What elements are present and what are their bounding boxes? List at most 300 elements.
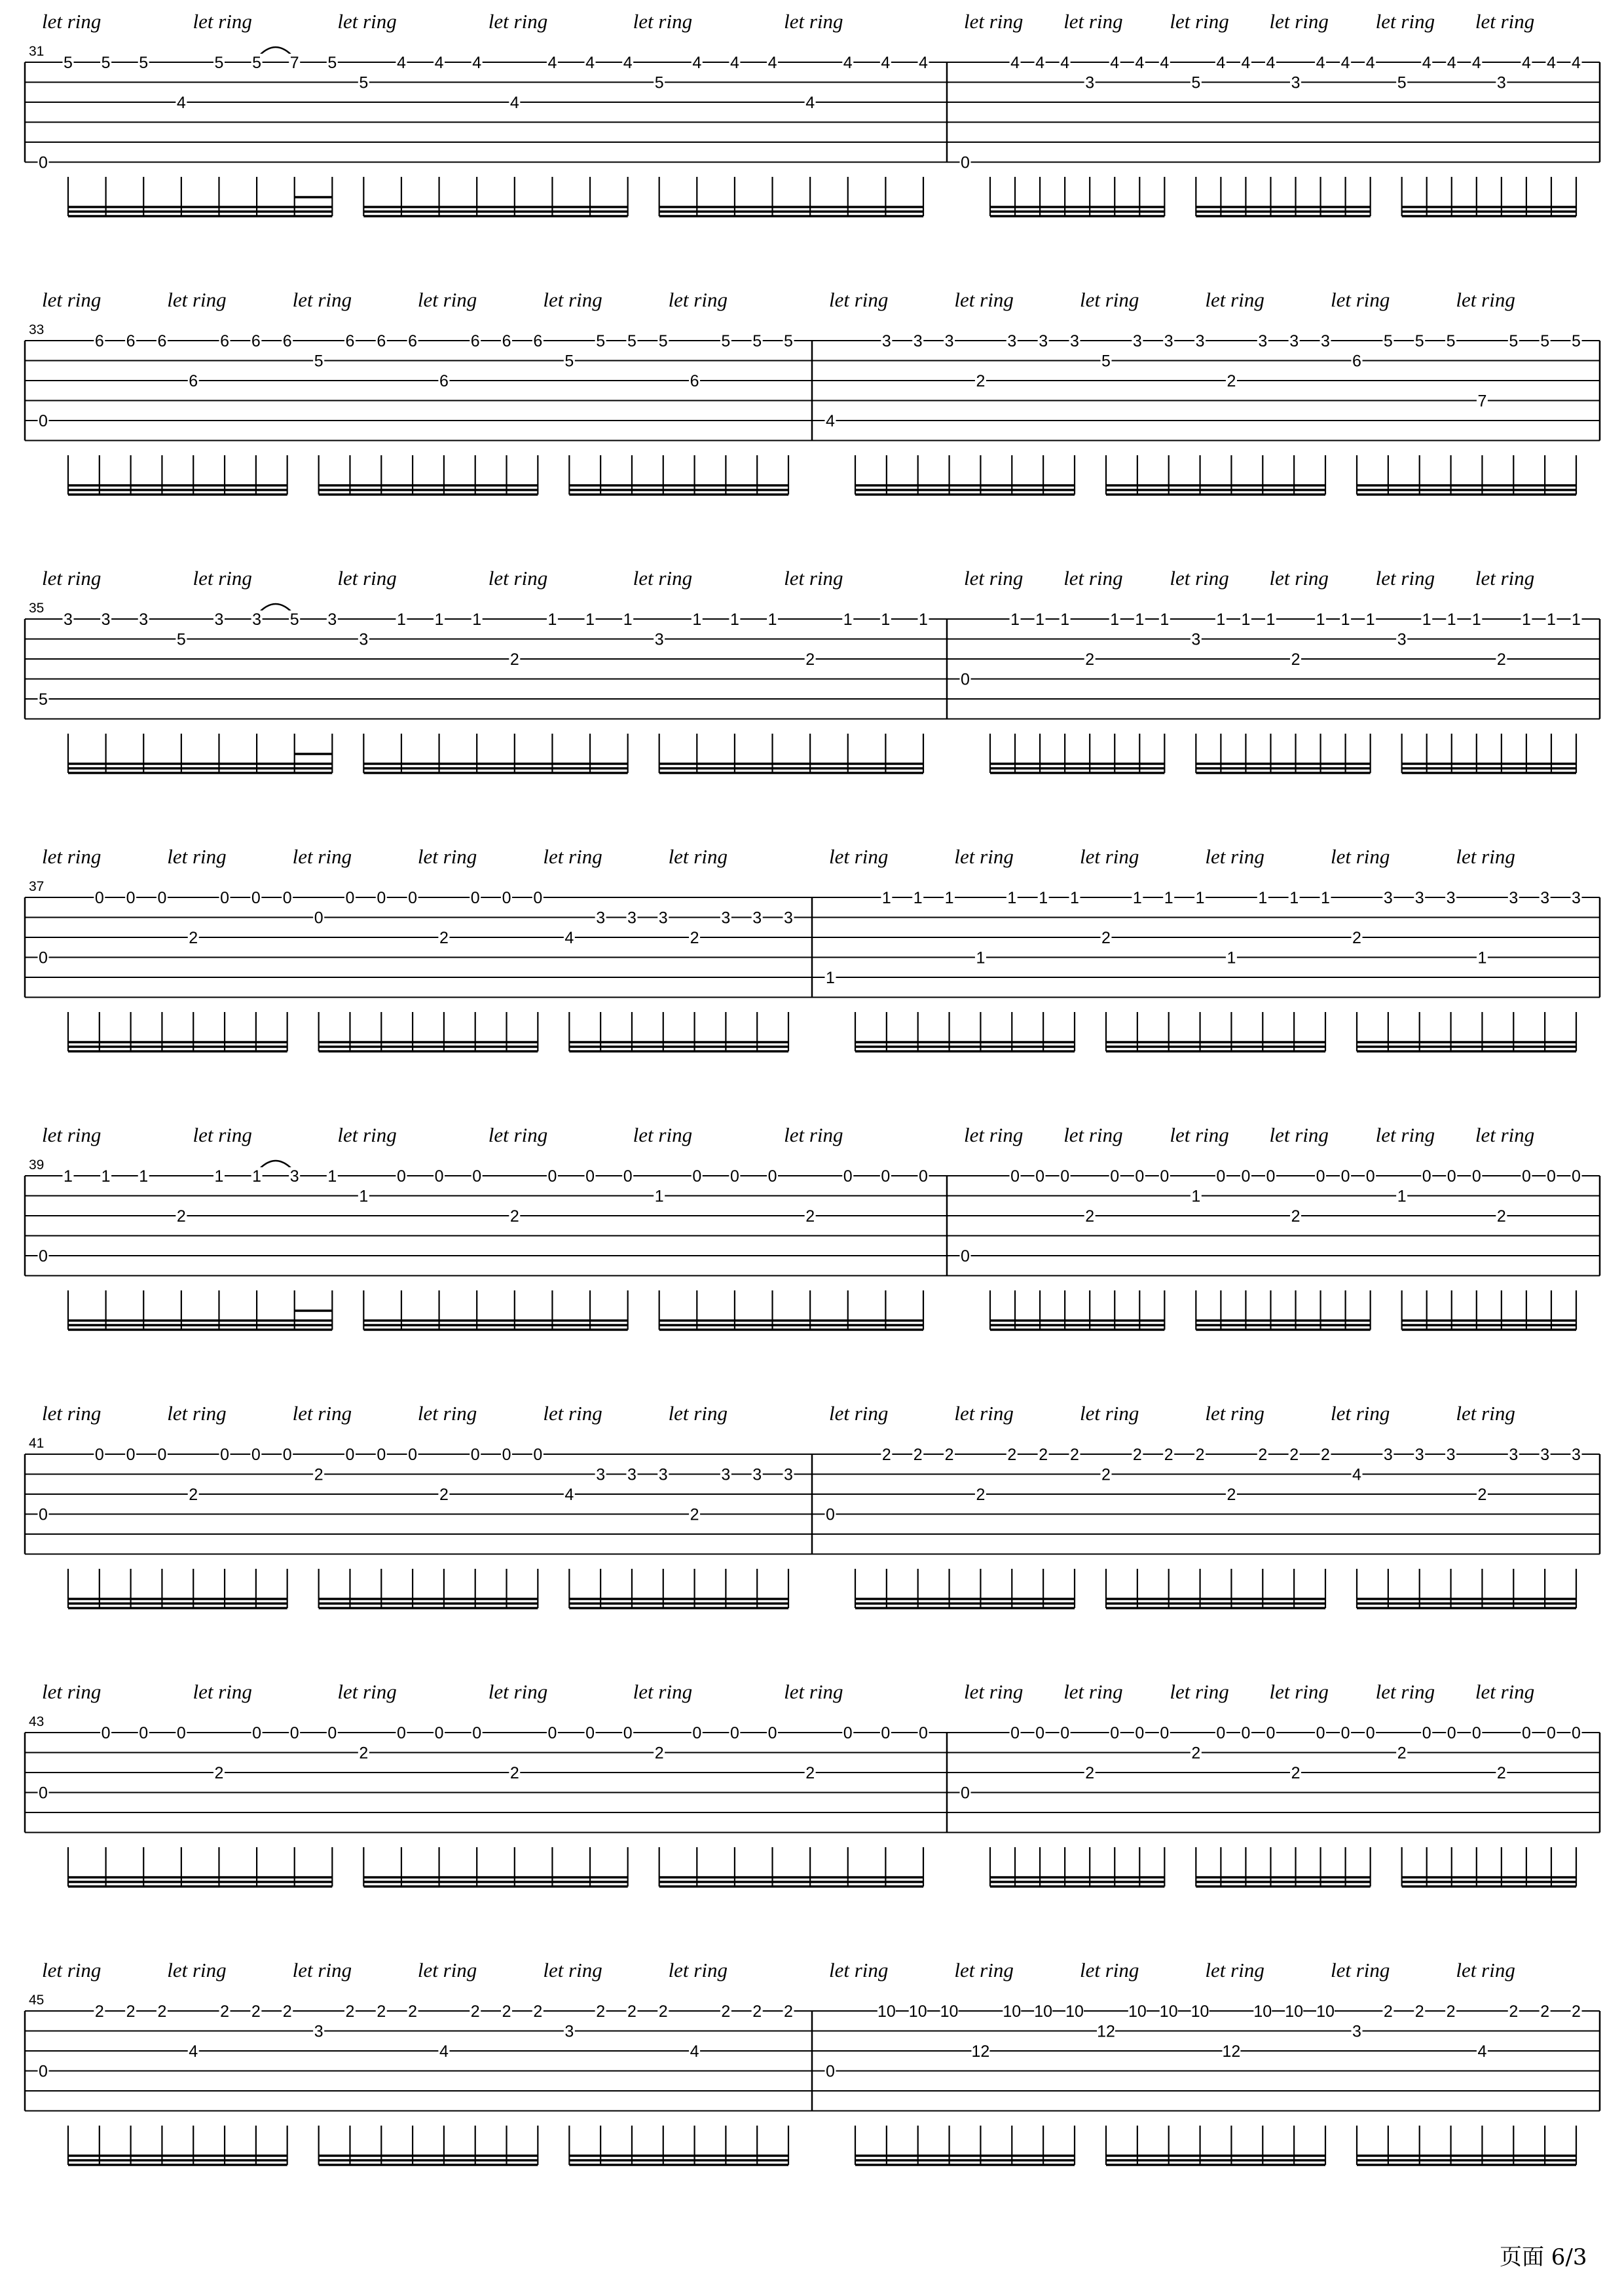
fret-number: 0 <box>39 1784 48 1803</box>
beat-group <box>38 1123 338 1330</box>
let-ring-annotation: let ring <box>292 288 352 311</box>
fret-number: 0 <box>252 1724 262 1742</box>
fret-number: 0 <box>1422 1724 1431 1742</box>
let-ring-annotation: let ring <box>1456 1959 1515 1981</box>
fret-number: 0 <box>1471 1167 1481 1186</box>
fret-number: 0 <box>1010 1167 1020 1186</box>
fret-number: 0 <box>1060 1724 1070 1742</box>
fret-number: 1 <box>359 1187 369 1206</box>
fret-number: 1 <box>913 889 923 907</box>
let-ring-annotation: let ring <box>193 10 252 33</box>
fret-number: 1 <box>1477 948 1487 967</box>
fret-number: 5 <box>627 332 637 350</box>
fret-number: 10 <box>1285 2002 1304 2021</box>
fret-number: 3 <box>658 909 668 928</box>
let-ring-annotation: let ring <box>292 1402 352 1425</box>
fret-number: 2 <box>1477 1486 1487 1504</box>
fret-number: 0 <box>692 1167 702 1186</box>
tab-system <box>25 10 1600 216</box>
fret-number: 2 <box>1291 650 1301 669</box>
let-ring-annotation: let ring <box>668 1959 728 1981</box>
let-ring-annotation: let ring <box>488 1123 548 1146</box>
fret-number: 0 <box>408 1446 418 1464</box>
measure <box>29 1123 929 1330</box>
tab-system <box>25 1680 1600 1886</box>
fret-number: 1 <box>585 610 595 629</box>
fret-number: 4 <box>1521 54 1531 72</box>
fret-number: 10 <box>1003 2002 1022 2021</box>
fret-number: 3 <box>596 909 606 928</box>
let-ring-annotation: let ring <box>784 1680 843 1703</box>
fret-number: 0 <box>157 1446 167 1464</box>
fret-number: 0 <box>434 1167 444 1186</box>
fret-number: 2 <box>881 1446 891 1464</box>
fret-number: 5 <box>101 54 111 72</box>
fret-number: 0 <box>39 1247 48 1266</box>
fret-number: 1 <box>1241 610 1251 629</box>
beat-group <box>960 567 1170 773</box>
let-ring-annotation: let ring <box>954 845 1014 868</box>
let-ring-annotation: let ring <box>337 1123 397 1146</box>
fret-number: 2 <box>1039 1446 1048 1464</box>
let-ring-annotation: let ring <box>167 1402 227 1425</box>
fret-number: 2 <box>690 929 699 947</box>
fret-number: 4 <box>1447 54 1456 72</box>
fret-number: 2 <box>1291 1207 1301 1226</box>
fret-number: 0 <box>533 889 543 907</box>
fret-number: 1 <box>1160 610 1170 629</box>
fret-number: 1 <box>1572 610 1581 629</box>
fret-number: 4 <box>1241 54 1251 72</box>
fret-number: 2 <box>752 2002 762 2021</box>
fret-number: 4 <box>439 2042 449 2061</box>
fret-number: 3 <box>596 1465 606 1484</box>
tab-system <box>25 1123 1600 1330</box>
beat-group <box>337 567 633 773</box>
let-ring-annotation: let ring <box>1269 10 1329 33</box>
beat-group <box>293 1959 544 2165</box>
let-ring-annotation: let ring <box>1063 1680 1123 1703</box>
fret-number: 3 <box>359 630 369 649</box>
let-ring-annotation: let ring <box>337 567 397 590</box>
fret-number: 5 <box>1414 332 1424 350</box>
fret-number: 2 <box>533 2002 543 2021</box>
fret-number: 0 <box>157 889 167 907</box>
let-ring-annotation: let ring <box>1205 845 1264 868</box>
let-ring-annotation: let ring <box>1331 1959 1390 1981</box>
fret-number: 0 <box>396 1167 406 1186</box>
fret-number: 2 <box>1007 1446 1017 1464</box>
fret-number: 1 <box>692 610 702 629</box>
fret-number: 1 <box>1521 610 1531 629</box>
fret-number: 6 <box>1352 352 1361 371</box>
fret-number: 0 <box>220 1446 230 1464</box>
beat-group <box>293 845 544 1051</box>
fret-number: 2 <box>658 2002 668 2021</box>
fret-number: 1 <box>1070 889 1079 907</box>
fret-number: 0 <box>1216 1724 1226 1742</box>
measure <box>29 288 794 495</box>
fret-number: 1 <box>1258 889 1268 907</box>
let-ring-annotation: let ring <box>784 10 843 33</box>
let-ring-annotation: let ring <box>193 567 252 590</box>
fret-number: 3 <box>1291 73 1301 92</box>
beat-group <box>1080 1959 1335 2165</box>
fret-number: 6 <box>533 332 543 350</box>
fret-number: 1 <box>472 610 482 629</box>
fret-number: 2 <box>1227 372 1236 390</box>
fret-number: 3 <box>721 1465 731 1484</box>
fret-number: 4 <box>1160 54 1170 72</box>
tie-arc <box>257 47 295 58</box>
let-ring-annotation: let ring <box>1080 845 1139 868</box>
fret-number: 1 <box>396 610 406 629</box>
fret-number: 0 <box>176 1724 186 1742</box>
fret-number: 2 <box>408 2002 418 2021</box>
let-ring-annotation: let ring <box>1331 1402 1390 1425</box>
fret-number: 2 <box>784 2002 793 2021</box>
let-ring-annotation: let ring <box>337 10 397 33</box>
fret-number: 0 <box>767 1167 777 1186</box>
let-ring-annotation: let ring <box>784 1123 843 1146</box>
fret-number: 0 <box>1060 1167 1070 1186</box>
fret-number: 3 <box>944 332 954 350</box>
fret-number: 2 <box>944 1446 954 1464</box>
fret-number: 5 <box>752 332 762 350</box>
fret-number: 1 <box>1340 610 1350 629</box>
fret-number: 3 <box>752 1465 762 1484</box>
fret-number: 1 <box>1007 889 1017 907</box>
let-ring-annotation: let ring <box>964 1680 1024 1703</box>
fret-number: 4 <box>1266 54 1276 72</box>
let-ring-annotation: let ring <box>954 1959 1014 1981</box>
fret-number: 6 <box>94 332 104 350</box>
fret-number: 4 <box>692 54 702 72</box>
fret-number: 4 <box>690 2042 699 2061</box>
fret-number: 10 <box>1034 2002 1053 2021</box>
fret-number: 2 <box>314 1465 323 1484</box>
fret-number: 0 <box>282 1446 292 1464</box>
let-ring-annotation: let ring <box>543 1402 602 1425</box>
fret-number: 0 <box>1521 1167 1531 1186</box>
fret-number: 2 <box>721 2002 731 2021</box>
fret-number: 2 <box>805 1764 815 1782</box>
fret-number: 0 <box>1266 1724 1276 1742</box>
fret-number: 4 <box>1216 54 1226 72</box>
fret-number: 0 <box>547 1167 557 1186</box>
fret-number: 10 <box>1159 2002 1178 2021</box>
fret-number: 1 <box>1365 610 1375 629</box>
tab-system <box>25 288 1600 495</box>
fret-number: 0 <box>101 1724 111 1742</box>
fret-number: 2 <box>509 650 519 669</box>
let-ring-annotation: let ring <box>42 1402 101 1425</box>
fret-number: 0 <box>139 1724 149 1742</box>
fret-number: 2 <box>596 2002 606 2021</box>
fret-number: 0 <box>472 1724 482 1742</box>
fret-number: 1 <box>1266 610 1276 629</box>
fret-number: 1 <box>1397 1187 1407 1206</box>
fret-number: 3 <box>289 1167 299 1186</box>
fret-number: 0 <box>408 889 418 907</box>
fret-number: 1 <box>1447 610 1456 629</box>
fret-number: 6 <box>126 332 136 350</box>
fret-number: 6 <box>439 372 449 390</box>
fret-number: 1 <box>1289 889 1299 907</box>
fret-number: 0 <box>1340 1724 1350 1742</box>
let-ring-annotation: let ring <box>42 1123 101 1146</box>
fret-number: 3 <box>1085 73 1095 92</box>
fret-number: 0 <box>472 1167 482 1186</box>
fret-number: 6 <box>470 332 480 350</box>
fret-number: 3 <box>1414 889 1424 907</box>
beat-group <box>825 288 1080 495</box>
fret-number: 1 <box>944 889 954 907</box>
let-ring-annotation: let ring <box>1456 288 1515 311</box>
fret-number: 0 <box>1422 1167 1431 1186</box>
beat-group <box>1376 1123 1582 1330</box>
fret-number: 2 <box>1085 650 1095 669</box>
beat-group <box>337 1123 633 1330</box>
fret-number: 10 <box>1065 2002 1084 2021</box>
fret-number: 2 <box>1101 1465 1111 1484</box>
beat-group <box>38 567 338 773</box>
fret-number: 4 <box>1546 54 1556 72</box>
fret-number: 5 <box>252 54 262 72</box>
fret-number: 1 <box>1546 610 1556 629</box>
beat-group <box>1080 845 1331 1051</box>
beat-group <box>1331 288 1582 495</box>
fret-number: 5 <box>1572 332 1581 350</box>
let-ring-annotation: let ring <box>633 567 693 590</box>
let-ring-annotation: let ring <box>964 10 1024 33</box>
fret-number: 0 <box>502 1446 511 1464</box>
fret-number: 5 <box>654 73 664 92</box>
fret-number: 10 <box>877 2002 896 2021</box>
let-ring-annotation: let ring <box>1475 1123 1535 1146</box>
fret-number: 7 <box>289 54 299 72</box>
fret-number: 2 <box>220 2002 230 2021</box>
let-ring-annotation: let ring <box>417 845 477 868</box>
fret-number: 0 <box>39 412 48 430</box>
fret-number: 0 <box>39 1505 48 1524</box>
fret-number: 5 <box>596 332 606 350</box>
let-ring-annotation: let ring <box>1475 567 1535 590</box>
let-ring-annotation: let ring <box>488 10 548 33</box>
fret-number: 4 <box>767 54 777 72</box>
fret-number: 2 <box>1085 1207 1095 1226</box>
fret-number: 2 <box>627 2002 637 2021</box>
measure-number: 33 <box>29 322 45 337</box>
fret-number: 4 <box>1352 1465 1361 1484</box>
fret-number: 0 <box>1365 1724 1375 1742</box>
fret-number: 3 <box>252 610 262 629</box>
fret-number: 2 <box>1572 2002 1581 2021</box>
fret-number: 6 <box>251 332 261 350</box>
fret-number: 2 <box>94 2002 104 2021</box>
let-ring-annotation: let ring <box>488 1680 548 1703</box>
fret-number: 12 <box>1222 2042 1241 2061</box>
fret-number: 0 <box>345 889 355 907</box>
fret-number: 2 <box>1540 2002 1550 2021</box>
let-ring-annotation: let ring <box>1375 1680 1435 1703</box>
fret-number: 1 <box>1191 1187 1201 1206</box>
fret-number: 4 <box>1110 54 1120 72</box>
let-ring-annotation: let ring <box>167 1959 227 1981</box>
fret-number: 3 <box>564 2022 574 2041</box>
fret-number: 2 <box>502 2002 511 2021</box>
fret-number: 1 <box>1035 610 1045 629</box>
fret-number: 2 <box>1446 2002 1456 2021</box>
beat-group <box>1331 845 1582 1051</box>
fret-number: 10 <box>908 2002 927 2021</box>
fret-number: 0 <box>1447 1724 1456 1742</box>
fret-number: 0 <box>39 2062 48 2081</box>
fret-number: 2 <box>1496 650 1506 669</box>
beat-group <box>633 1680 929 1886</box>
fret-number: 2 <box>1191 1744 1201 1763</box>
beat-group <box>1170 1680 1376 1886</box>
fret-number: 4 <box>881 54 891 72</box>
fret-number: 0 <box>961 1784 970 1803</box>
fret-number: 2 <box>282 2002 292 2021</box>
fret-number: 4 <box>509 94 519 112</box>
fret-number: 6 <box>377 332 386 350</box>
fret-number: 0 <box>843 1167 853 1186</box>
fret-number: 3 <box>1164 332 1173 350</box>
fret-number: 2 <box>1397 1744 1407 1763</box>
fret-number: 3 <box>1509 1446 1519 1464</box>
fret-number: 0 <box>623 1724 633 1742</box>
fret-number: 0 <box>919 1167 928 1186</box>
let-ring-annotation: let ring <box>42 567 101 590</box>
let-ring-annotation: let ring <box>1170 567 1229 590</box>
measure <box>825 288 1582 495</box>
fret-number: 2 <box>1291 1764 1301 1782</box>
fret-number: 3 <box>327 610 337 629</box>
beat-group <box>38 10 338 216</box>
fret-number: 5 <box>1540 332 1550 350</box>
fret-number: 5 <box>1101 352 1111 371</box>
fret-number: 0 <box>327 1724 337 1742</box>
fret-number: 1 <box>976 948 986 967</box>
fret-number: 1 <box>654 1187 664 1206</box>
beat-group <box>1080 1402 1331 1608</box>
beat-group <box>1170 1123 1376 1330</box>
beat-group <box>825 1402 1080 1608</box>
fret-number: 2 <box>1289 1446 1299 1464</box>
fret-number: 4 <box>547 54 557 72</box>
fret-number: 1 <box>434 610 444 629</box>
let-ring-annotation: let ring <box>543 288 602 311</box>
beat-group <box>293 1402 544 1608</box>
fret-number: 1 <box>101 1167 111 1186</box>
fret-number: 1 <box>327 1167 337 1186</box>
let-ring-annotation: let ring <box>964 1123 1024 1146</box>
fret-number: 2 <box>1496 1207 1506 1226</box>
fret-number: 0 <box>1135 1724 1145 1742</box>
fret-number: 0 <box>1546 1724 1556 1742</box>
fret-number: 0 <box>1110 1724 1120 1742</box>
beat-group <box>337 1680 633 1886</box>
let-ring-annotation: let ring <box>1170 1680 1229 1703</box>
measure-number: 31 <box>29 44 45 59</box>
fret-number: 0 <box>1266 1167 1276 1186</box>
fret-number: 4 <box>1135 54 1145 72</box>
fret-number: 3 <box>1007 332 1017 350</box>
let-ring-annotation: let ring <box>1331 288 1390 311</box>
fret-number: 6 <box>408 332 418 350</box>
let-ring-annotation: let ring <box>1475 10 1535 33</box>
fret-number: 3 <box>1446 889 1456 907</box>
fret-number: 2 <box>1496 1764 1506 1782</box>
fret-number: 2 <box>251 2002 261 2021</box>
fret-number: 2 <box>913 1446 923 1464</box>
fret-number: 3 <box>627 909 637 928</box>
fret-number: 3 <box>1070 332 1079 350</box>
fret-number: 0 <box>1546 1167 1556 1186</box>
fret-number: 5 <box>327 54 337 72</box>
fret-number: 4 <box>396 54 406 72</box>
measure-number: 37 <box>29 879 45 894</box>
fret-number: 2 <box>509 1207 519 1226</box>
fret-number: 0 <box>1241 1167 1251 1186</box>
fret-number: 0 <box>623 1167 633 1186</box>
let-ring-annotation: let ring <box>1063 567 1123 590</box>
fret-number: 2 <box>189 1486 198 1504</box>
fret-number: 3 <box>139 610 149 629</box>
fret-number: 1 <box>139 1167 149 1186</box>
measure <box>825 1959 1582 2165</box>
let-ring-annotation: let ring <box>42 10 101 33</box>
fret-number: 4 <box>623 54 633 72</box>
beat-group <box>1080 288 1331 495</box>
fret-number: 1 <box>1132 889 1142 907</box>
fret-number: 2 <box>126 2002 136 2021</box>
fret-number: 5 <box>1191 73 1201 92</box>
let-ring-annotation: let ring <box>42 288 101 311</box>
fret-number: 2 <box>189 929 198 947</box>
fret-number: 6 <box>690 372 699 390</box>
fret-number: 3 <box>881 332 891 350</box>
fret-number: 1 <box>826 969 835 987</box>
beat-group <box>543 1959 794 2165</box>
fret-number: 0 <box>39 153 48 172</box>
let-ring-annotation: let ring <box>784 567 843 590</box>
fret-number: 2 <box>176 1207 186 1226</box>
fret-number: 0 <box>282 889 292 907</box>
let-ring-annotation: let ring <box>42 1959 101 1981</box>
measure <box>960 1680 1582 1886</box>
fret-number: 0 <box>126 889 136 907</box>
fret-number: 0 <box>585 1724 595 1742</box>
fret-number: 4 <box>826 412 835 430</box>
let-ring-annotation: let ring <box>1269 1680 1329 1703</box>
fret-number: 1 <box>767 610 777 629</box>
fret-number: 0 <box>1010 1724 1020 1742</box>
beat-group <box>1331 1959 1582 2165</box>
fret-number: 2 <box>470 2002 480 2021</box>
fret-number: 1 <box>919 610 928 629</box>
let-ring-annotation: let ring <box>1170 1123 1229 1146</box>
let-ring-annotation: let ring <box>42 845 101 868</box>
fret-number: 3 <box>64 610 73 629</box>
fret-number: 0 <box>1316 1167 1325 1186</box>
beat-group <box>633 567 929 773</box>
measure <box>29 10 929 216</box>
fret-number: 0 <box>1340 1167 1350 1186</box>
fret-number: 0 <box>1160 1167 1170 1186</box>
